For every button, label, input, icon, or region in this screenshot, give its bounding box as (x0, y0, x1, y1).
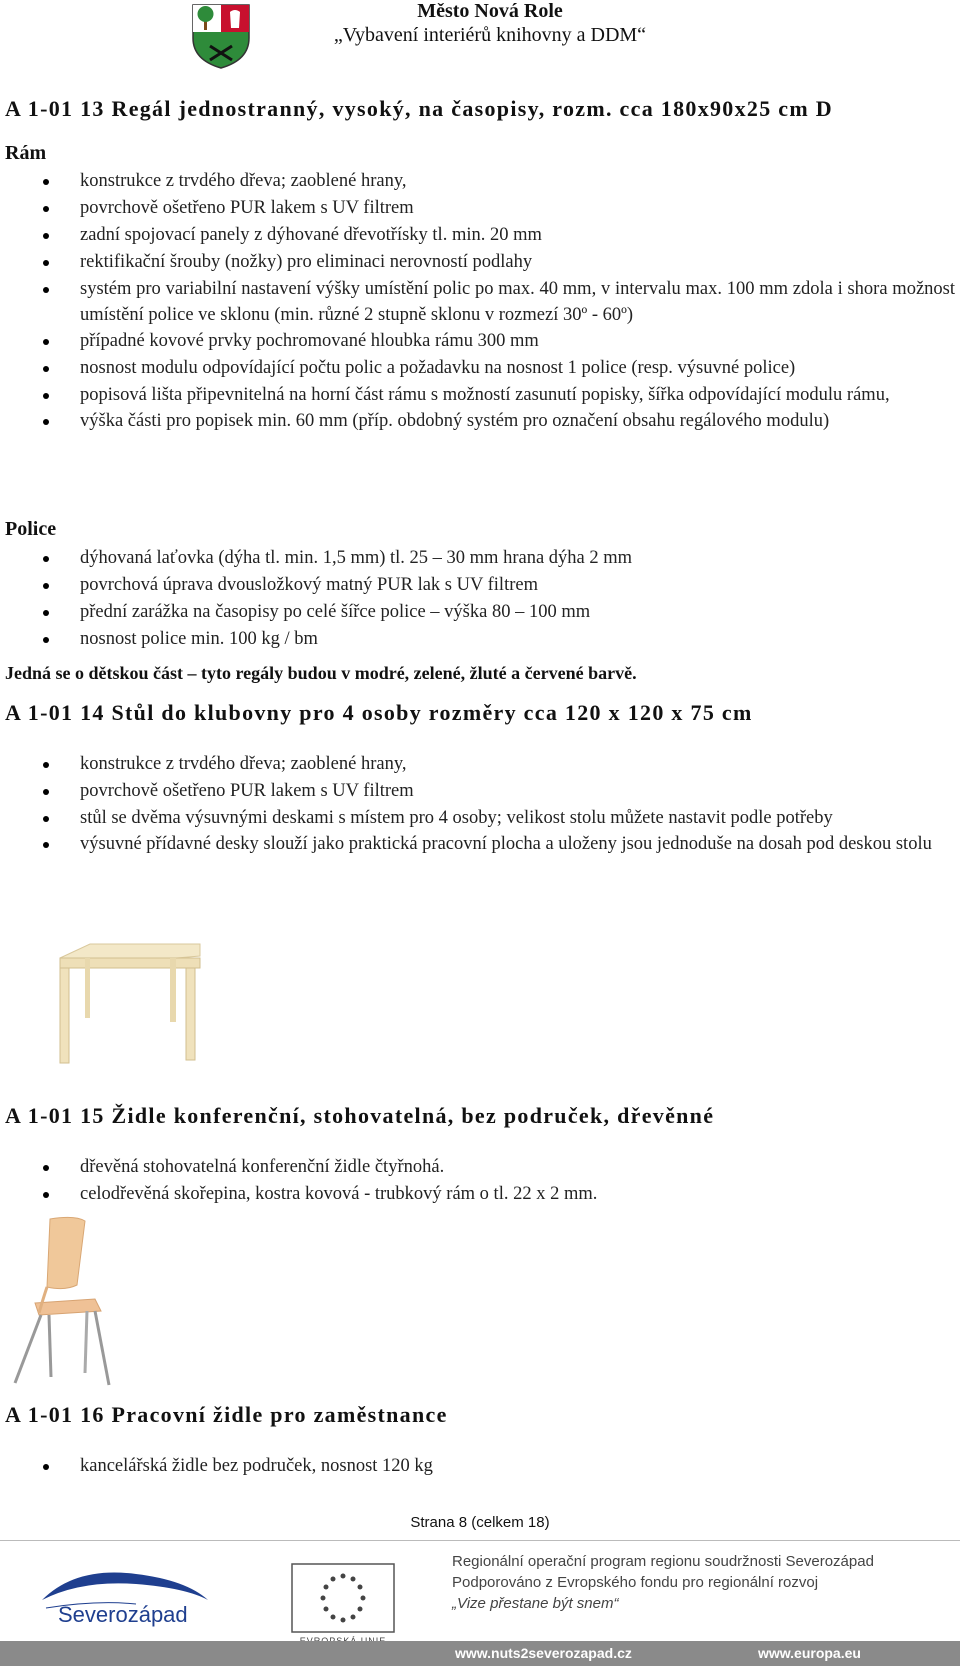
shelf-list (0, 545, 960, 653)
list-item: povrchově ošetřeno PUR lakem s UV filtrem (0, 778, 955, 805)
europa-link[interactable]: www.europa.eu (758, 1645, 861, 1661)
table-photo (50, 940, 210, 1065)
footer-bar (0, 1641, 960, 1666)
page-number: Strana 8 (celkem 18) (410, 1514, 550, 1531)
list-item: povrchově ošetřeno PUR lakem s UV filtrem (0, 195, 955, 222)
table-spec-list (0, 751, 960, 857)
footer-divider (0, 1540, 960, 1541)
list-item: povrchová úprava dvousložkový matný PUR lak s UV filtrem (0, 572, 955, 599)
frame-list (0, 168, 960, 434)
list-item: systém pro variabilní nastavení výšky umístění polic po max. 40 mm, v intervalu max. 100 mm zdola i shora možnost umístění police ve sklonu (min. různé 2 stupně sklonu v rozmezí 30º - 60º) (0, 276, 955, 328)
program-line1: Regionální operační program regionu soudržnosti Severozápad (452, 1553, 874, 1570)
list-item: rektifikační šrouby (nožky) pro eliminaci nerovností podlahy (0, 249, 955, 276)
color-note: Jedná se o dětskou část – tyto regály budou v modré, zelené, žluté a červené barvě. (5, 663, 637, 683)
item15-title: A 1-01 15 Židle konferenční, stohovatelná, bez područek, dřevěnné (5, 1103, 715, 1128)
list-item: výška části pro popisek min. 60 mm (příp. obdobný systém pro označení obsahu regálového modulu) (0, 408, 955, 434)
severozapad-logo-icon (36, 1560, 216, 1630)
town-coat-of-arms-icon (190, 2, 252, 70)
frame-heading: Rám (5, 142, 47, 164)
program-line3: „Vize přestane být snem“ (452, 1595, 619, 1612)
chair-photo (5, 1215, 125, 1387)
list-item: nosnost police min. 100 kg / bm (0, 626, 955, 653)
list-item: celodřevěná skořepina, kostra kovová - trubkový rám o tl. 22 x 2 mm. (0, 1181, 955, 1208)
chair-spec-list (0, 1154, 960, 1208)
list-item: nosnost modulu odpovídající počtu polic a požadavku na nosnost 1 police (resp. výsuvné police) (0, 355, 955, 382)
town-name: Město Nová Role (417, 0, 563, 22)
list-item: zadní spojovací panely z dýhované dřevotřísky tl. min. 20 mm (0, 222, 955, 249)
eu-flag-icon (290, 1562, 396, 1634)
project-subtitle: „Vybavení interiérů knihovny a DDM“ (333, 24, 647, 46)
list-item: konstrukce z trvdého dřeva; zaoblené hrany, (0, 168, 955, 195)
program-text (452, 1551, 874, 1614)
list-item: dřevěná stohovatelná konferenční židle čtyřnohá. (0, 1154, 955, 1181)
list-item: výsuvné přídavné desky slouží jako praktická pracovní plocha a uloženy jsou jednoduše na dosah pod deskou stolu (0, 831, 955, 857)
item16-title: A 1-01 16 Pracovní židle pro zaměstnance (5, 1402, 448, 1427)
list-item: stůl se dvěma výsuvnými deskami s místem pro 4 osoby; velikost stolu můžete nastavit podle potřeby (0, 805, 955, 831)
list-item: přední zarážka na časopisy po celé šířce police – výška 80 – 100 mm (0, 599, 955, 626)
list-item: popisová lišta připevnitelná na horní část rámu s možností zasunutí popisky, šířka odpovídající modulu rámu, (0, 382, 955, 408)
nuts2-link[interactable]: www.nuts2severozapad.cz (455, 1645, 632, 1661)
severozapad-logo-text: Severozápad (58, 1602, 188, 1627)
item14-title: A 1-01 14 Stůl do klubovny pro 4 osoby rozměry cca 120 x 120 x 75 cm (5, 700, 753, 725)
list-item: případné kovové prvky pochromované hloubka rámu 300 mm (0, 328, 955, 355)
program-line2: Podporováno z Evropského fondu pro regionální rozvoj (452, 1574, 819, 1591)
list-item: konstrukce z trvdého dřeva; zaoblené hrany, (0, 751, 955, 778)
list-item: kancelářská židle bez područek, nosnost 120 kg (0, 1453, 955, 1480)
item13-title: A 1-01 13 Regál jednostranný, vysoký, na časopisy, rozm. cca 180x90x25 cm D (5, 96, 833, 121)
office-chair-spec-list (0, 1453, 960, 1480)
list-item: dýhovaná laťovka (dýha tl. min. 1,5 mm) tl. 25 – 30 mm hrana dýha 2 mm (0, 545, 955, 572)
shelf-heading: Police (5, 518, 57, 540)
